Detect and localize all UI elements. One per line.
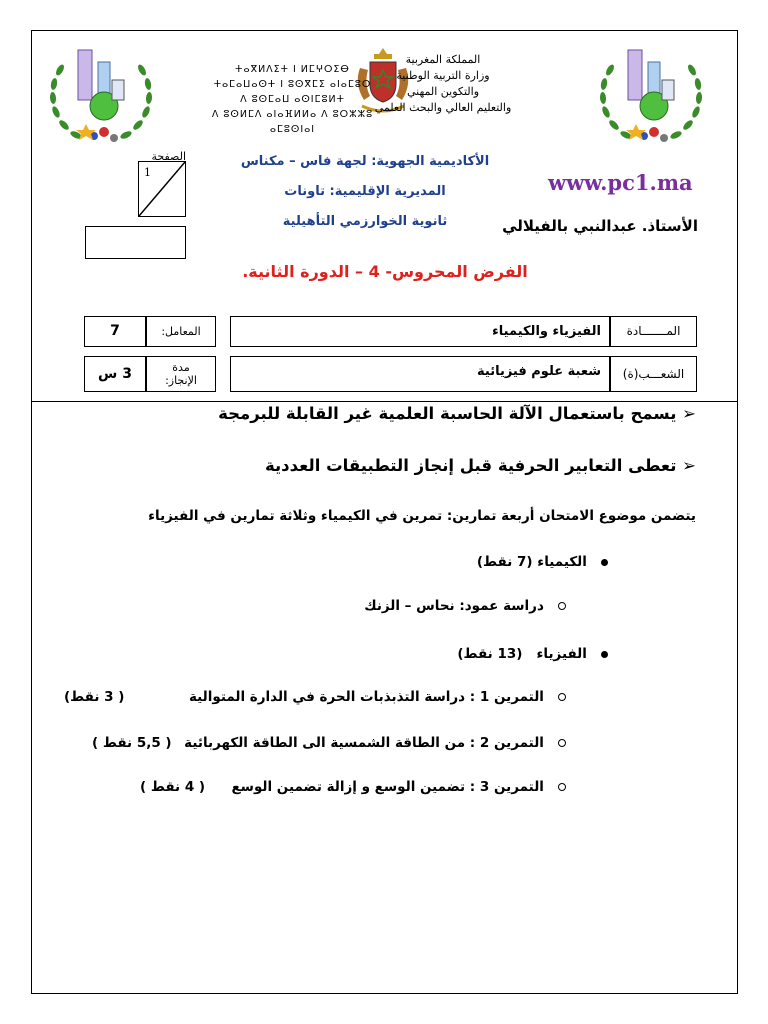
exercise-points: ( 4 نقط ) <box>140 779 206 795</box>
bullet-icon <box>601 651 608 658</box>
arrow-bullet-icon: ➢ <box>682 404 696 423</box>
exercise-points: ( 5,5 نقط ) <box>92 735 172 751</box>
exam-title: الفرض المحروس- 4 – الدورة الثانية. <box>242 262 528 281</box>
coef-value: 7 <box>110 323 120 339</box>
tifinagh-line: ⴷ ⵓⵙⵍⵎⴷ ⴰⵏⴰⴼⵍⵍⴰ ⴷ ⵓⵔⵣⵣⵓ ⴰⵎⵓⵙⵏⴰⵏ <box>211 109 374 135</box>
page-number: 1 <box>144 166 151 179</box>
exercise-item: التمرين 2 : من الطاقة الشمسية الى الطاقة الكهربائية <box>184 735 566 751</box>
circle-bullet-icon <box>558 602 566 610</box>
ministry-block <box>368 52 518 116</box>
branch-value: شعبة علوم فيزيائية <box>477 364 601 379</box>
physics-chemistry-logo-right <box>592 40 710 152</box>
duration-label-cell <box>146 356 216 392</box>
ministry-line: والتعليم العالي والبحث العلمي <box>374 101 512 114</box>
duration-value-cell <box>84 356 146 392</box>
branch-value-cell <box>230 356 610 392</box>
ministry-tifinagh-block <box>205 62 380 137</box>
instruction-item: ➢ يسمح باستعمال الآلة الحاسبة العلمية غير القابلة للبرمجة <box>218 404 696 423</box>
exercise-points: ( 3 نقط) <box>64 689 125 705</box>
chemistry-heading: الكيمياء (7 نقط) <box>477 554 608 570</box>
page-number-box <box>138 161 186 217</box>
ministry-line: والتكوين المهني <box>406 85 480 98</box>
exam-intro: يتضمن موضوع الامتحان أربعة تمارين: تمرين في الكيمياء وثلاثة تمارين في الفيزياء <box>148 508 696 524</box>
subject-label: المـــــــادة <box>626 324 681 338</box>
directorate-name: المديرية الإقليمية: تاونات <box>284 184 446 199</box>
subject-value: الفيزياء والكيمياء <box>492 324 601 339</box>
subject-value-cell <box>230 316 610 347</box>
bullet-icon <box>601 559 608 566</box>
page-label: الصفحة <box>151 150 186 163</box>
instruction-item: ➢ تعطى التعابير الحرفية قبل إنجاز التطبيقات العددية <box>264 456 696 475</box>
tifinagh-line: ⵜⴰⴳⵍⴷⵉⵜ ⵏ ⵍⵎⵖⵔⵉⴱ <box>235 64 350 75</box>
chemistry-item: دراسة عمود: نحاس – الزنك <box>364 598 566 614</box>
coef-label: المعامل: <box>161 325 201 338</box>
website-link[interactable]: www.pc1.ma <box>548 170 693 195</box>
circle-bullet-icon <box>558 739 566 747</box>
academy-name: الأكاديمية الجهوية: لجهة فاس – مكناس <box>240 154 490 169</box>
physics-heading: الفيزياء (13 نقط) <box>457 646 608 662</box>
exercise-item: التمرين 3 : تضمين الوسع و إزالة تضمين الوسع <box>231 779 566 795</box>
coef-value-cell <box>84 316 146 347</box>
tifinagh-line: ⴷ ⵓⵙⵎⴰⵡ ⴰⵙⵏⵎⵓⵍⵜ <box>240 94 345 105</box>
empty-grade-box <box>85 226 186 259</box>
ministry-line: وزارة التربية الوطنية <box>396 69 490 82</box>
circle-bullet-icon <box>558 783 566 791</box>
exercise-item: التمرين 1 : دراسة التذبذبات الحرة في الدارة المتوالية <box>189 689 566 705</box>
circle-bullet-icon <box>558 693 566 701</box>
duration-value: 3 س <box>98 366 132 382</box>
school-name: ثانوية الخوارزمي التأهيلية <box>282 214 448 229</box>
duration-label: مدة الإنجاز: <box>165 361 197 387</box>
coef-label-cell <box>146 316 216 347</box>
ministry-line: المملكة المغربية <box>405 53 481 66</box>
section-divider <box>32 401 738 402</box>
tifinagh-line: ⵜⴰⵎⴰⵡⴰⵙⵜ ⵏ ⵓⵙⴳⵎⵉ ⴰⵏⴰⵎⵓⵔ <box>213 79 372 90</box>
branch-label: الشعـــب(ة) <box>622 367 685 381</box>
teacher-name: الأستاذ. عبدالنبي بالفيلالي <box>502 217 698 235</box>
arrow-bullet-icon: ➢ <box>682 456 696 475</box>
physics-chemistry-logo-left <box>42 40 160 152</box>
subject-label-cell <box>610 316 697 347</box>
branch-label-cell <box>610 356 697 392</box>
